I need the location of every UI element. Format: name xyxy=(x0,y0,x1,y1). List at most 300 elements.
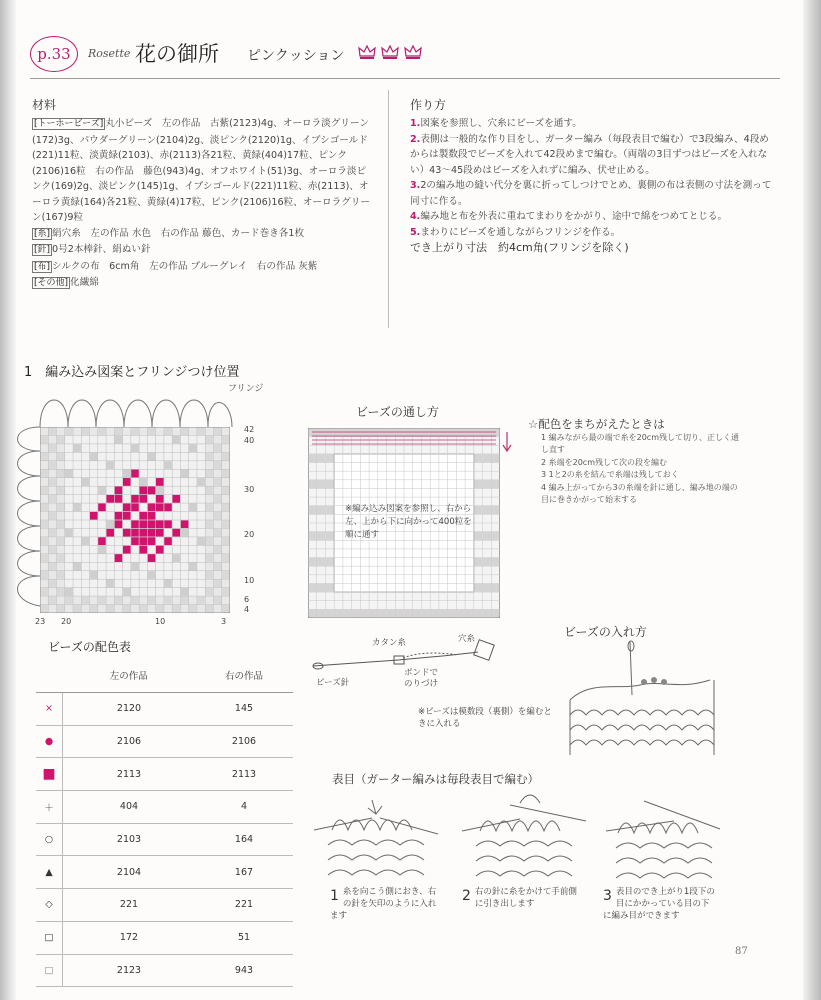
pattern-cell xyxy=(57,503,65,511)
knit-step-number: 1 xyxy=(330,888,339,904)
pattern-cell xyxy=(164,596,172,604)
thread-cell xyxy=(369,610,377,618)
pattern-cell xyxy=(214,596,222,604)
pattern-cell xyxy=(131,596,139,604)
step-text: 編み地と布を外表に重ねてまわりをかがり、途中で綿をつめてとじる。 xyxy=(420,211,728,222)
pattern-cell xyxy=(65,529,73,537)
bead-symbol: □ xyxy=(36,954,63,987)
pattern-cell xyxy=(214,444,222,452)
table-row xyxy=(36,954,293,987)
thread-cell xyxy=(430,610,438,618)
right-value: 943 xyxy=(195,954,293,987)
pattern-cell xyxy=(106,427,114,435)
pattern-cell xyxy=(172,427,180,435)
left-value: 2103 xyxy=(63,823,196,856)
column-divider xyxy=(388,90,389,328)
pattern-cell xyxy=(139,529,147,537)
knit-title: 表目（ガーター編みは毎段表目で編む） xyxy=(332,772,539,786)
pattern-cell xyxy=(206,579,214,587)
thread-cell xyxy=(326,558,334,566)
thread-cell xyxy=(492,454,500,462)
material-tag: [針] xyxy=(34,245,51,255)
pattern-cell xyxy=(131,503,139,511)
thread-cell xyxy=(492,584,500,592)
thread-cell xyxy=(474,454,482,462)
pattern-cell xyxy=(222,579,230,587)
pattern-cell xyxy=(73,596,81,604)
pattern-cell xyxy=(172,605,180,613)
pattern-cell xyxy=(49,579,57,587)
finished-size-label: でき上がり寸法 xyxy=(410,241,487,254)
pattern-cell xyxy=(49,478,57,486)
pattern-cell xyxy=(40,486,48,494)
pattern-cell xyxy=(222,478,230,486)
pattern-cell xyxy=(148,537,156,545)
table-row xyxy=(36,725,293,758)
pattern-cell xyxy=(222,486,230,494)
knit-step-2-illustration xyxy=(460,785,588,885)
pattern-cell xyxy=(148,512,156,520)
thread-cell xyxy=(492,532,500,540)
difficulty-rating xyxy=(358,44,422,60)
bead-symbol: ＋ xyxy=(36,791,63,824)
pattern-cell xyxy=(49,596,57,604)
pattern-cell xyxy=(222,554,230,562)
pattern-cell xyxy=(189,444,197,452)
pattern-cell xyxy=(148,596,156,604)
pattern-cell xyxy=(214,478,222,486)
thread-cell xyxy=(308,610,316,618)
thread-cell xyxy=(308,558,316,566)
pattern-cell xyxy=(65,605,73,613)
pattern-cell xyxy=(131,427,139,435)
pattern-cell xyxy=(214,537,222,545)
thread-cell xyxy=(334,610,342,618)
pattern-cell xyxy=(98,546,106,554)
pattern-cell xyxy=(40,554,48,562)
pattern-cell xyxy=(98,427,106,435)
pattern-cell xyxy=(49,520,57,528)
left-value: 2106 xyxy=(63,725,196,758)
thread-cell xyxy=(317,610,325,618)
material-line xyxy=(32,116,372,226)
pattern-cell xyxy=(49,529,57,537)
pattern-cell xyxy=(131,520,139,528)
pattern-cell xyxy=(214,529,222,537)
pattern-cell xyxy=(206,495,214,503)
col-right-header: 右の作品 xyxy=(195,657,293,693)
step-number: 4. xyxy=(410,211,421,222)
thread-cell xyxy=(474,558,482,566)
pattern-cell xyxy=(197,605,205,613)
pattern-cell xyxy=(106,520,114,528)
thread-cell xyxy=(308,480,316,488)
right-value: 2113 xyxy=(195,758,293,791)
material-text: 丸小ビーズ 左の作品 古紫(2123)4g、オーロラ淡グリーン(172)3g、パウダーグリーン(2104)2g、淡ピンク(2120)1g、イブシゴールド(221)11粒、淡黄緑(2103)、赤(2113)各21粒、黄緑(404)17粒、ピンク(2106)16粒 右の作品 藤色(943)4g、オフホワイト(51)3g、オーロラ淡ピンク(169)2g、淡ピンク(145)1g、イブシゴールド(221)11粒、赤(2113)、オーロラ黄緑(164)各21粒、黄緑(4)17粒、ピンク(2106)16粒、オーロラグリーン(167)9粒 xyxy=(32,118,370,223)
material-line xyxy=(32,259,372,276)
pattern-cell xyxy=(206,427,214,435)
pattern-cell xyxy=(206,605,214,613)
mistake-title-text: 配色をまちがえたときは xyxy=(538,417,665,431)
pattern-cell xyxy=(131,495,139,503)
pattern-cell xyxy=(131,529,139,537)
pattern-cell xyxy=(123,596,131,604)
row-tick: 4 xyxy=(244,605,250,614)
pattern-cell xyxy=(40,470,48,478)
row-tick: 6 xyxy=(244,595,250,604)
pattern-cell xyxy=(90,596,98,604)
thread-cell xyxy=(317,506,325,514)
right-value: 167 xyxy=(195,856,293,889)
pattern-cell xyxy=(106,461,114,469)
pattern-cell xyxy=(73,605,81,613)
pattern-cell xyxy=(49,486,57,494)
pattern-cell xyxy=(49,563,57,571)
pattern-cell xyxy=(49,427,57,435)
thread-cell xyxy=(308,532,316,540)
pattern-cell xyxy=(222,470,230,478)
pattern-cell xyxy=(156,596,164,604)
thread-cell xyxy=(326,480,334,488)
pattern-cell xyxy=(49,453,57,461)
pattern-cell xyxy=(57,436,65,444)
insert-title: ビーズの入れ方 xyxy=(564,625,647,639)
pattern-cell xyxy=(90,427,98,435)
pattern-cell xyxy=(197,596,205,604)
page-number: 87 xyxy=(735,946,748,957)
pattern-cell xyxy=(189,427,197,435)
pattern-cell xyxy=(164,520,172,528)
pattern-cell xyxy=(206,546,214,554)
step-text: 2の編み地の縫い代分を裏に折ってしつけでとめ、裏側の布は表側の寸法を測って同寸に作る。 xyxy=(410,180,772,207)
pattern-cell xyxy=(49,470,57,478)
right-value: 4 xyxy=(195,791,293,824)
left-value: 2104 xyxy=(63,856,196,889)
pattern-cell xyxy=(49,461,57,469)
pattern-cell xyxy=(206,461,214,469)
pattern-cell xyxy=(57,453,65,461)
pattern-cell xyxy=(40,453,48,461)
fringe-label: フリンジ xyxy=(228,384,264,394)
pattern-cell xyxy=(40,596,48,604)
pattern-cell xyxy=(57,537,65,545)
crown-icon xyxy=(358,44,376,60)
left-value: 2123 xyxy=(63,954,196,987)
page-title: 花の御所 xyxy=(135,42,219,66)
thread-cell xyxy=(474,532,482,540)
pattern-cell xyxy=(98,605,106,613)
pattern-cell xyxy=(156,503,164,511)
step-number: 2. xyxy=(410,133,421,145)
thread-cell xyxy=(474,584,482,592)
left-value: 2120 xyxy=(63,693,196,726)
pattern-cell xyxy=(49,588,57,596)
pattern-cell xyxy=(40,605,48,613)
pattern-cell xyxy=(206,436,214,444)
pattern-cell xyxy=(73,444,81,452)
table-row xyxy=(36,758,293,791)
column-tick: 20 xyxy=(61,617,72,626)
thread-cell xyxy=(483,480,491,488)
column-tick: 3 xyxy=(221,617,227,626)
pattern-cell xyxy=(82,596,90,604)
pattern-cell xyxy=(156,605,164,613)
finished-size-value: 約4cm角(フリンジを除く) xyxy=(498,241,629,254)
method-step xyxy=(410,116,772,132)
thread-cell xyxy=(387,610,395,618)
down-arrow-icon xyxy=(501,432,513,454)
thread-cell xyxy=(465,610,473,618)
pattern-cell xyxy=(222,529,230,537)
left-value: 404 xyxy=(63,791,196,824)
pattern-cell xyxy=(65,470,73,478)
pattern-cell xyxy=(49,537,57,545)
thread-cell xyxy=(457,610,465,618)
pattern-cell xyxy=(206,571,214,579)
pattern-cell xyxy=(57,470,65,478)
pattern-cell xyxy=(98,537,106,545)
thread-cell xyxy=(343,610,351,618)
pattern-cell xyxy=(206,453,214,461)
insert-note: ※ビーズは模数段（裏側）を編むときに入れる xyxy=(418,707,552,729)
thread-cell xyxy=(439,610,447,618)
material-text: 0号2本棒針、絹ぬい針 xyxy=(52,244,151,255)
left-value: 172 xyxy=(63,921,196,954)
thread-cell xyxy=(317,532,325,540)
pattern-cell xyxy=(222,427,230,435)
pattern-cell xyxy=(139,546,147,554)
pattern-cell xyxy=(40,520,48,528)
pattern-cell xyxy=(222,537,230,545)
thread-cell xyxy=(474,480,482,488)
pattern-cell xyxy=(57,563,65,571)
material-tag: [トーホービーズ] xyxy=(34,119,104,129)
bead-symbol: ○ xyxy=(36,823,63,856)
pattern-cell xyxy=(206,588,214,596)
pattern-cell xyxy=(57,546,65,554)
method-step xyxy=(410,209,772,225)
pattern-cell xyxy=(49,495,57,503)
pattern-cell xyxy=(139,495,147,503)
thread-cell xyxy=(422,610,430,618)
pattern-cell xyxy=(115,495,123,503)
pattern-cell xyxy=(106,596,114,604)
pattern-cell xyxy=(214,546,222,554)
pattern-cell xyxy=(49,605,57,613)
thread-cell xyxy=(413,610,421,618)
pattern-cell xyxy=(214,453,222,461)
pattern-cell xyxy=(214,563,222,571)
pattern-cell xyxy=(40,563,48,571)
material-tag: [その他] xyxy=(34,278,69,288)
pattern-cell xyxy=(197,537,205,545)
pattern-cell xyxy=(40,478,48,486)
list-item: 4 編み上がってから3の糸端を針に通し、編み地の端の目に巻きかがって始末する xyxy=(541,482,738,505)
thread-cell xyxy=(308,506,316,514)
thread-cell xyxy=(352,610,360,618)
pattern-cell xyxy=(123,529,131,537)
table-row xyxy=(36,889,293,922)
list-item: 3 1と2の糸を結んで糸端は残しておく xyxy=(541,470,679,480)
pattern-cell xyxy=(181,529,189,537)
pattern-cell xyxy=(123,605,131,613)
pattern-cell xyxy=(90,512,98,520)
figure-number: 1 xyxy=(24,365,33,380)
knit-step-1-illustration xyxy=(312,790,440,886)
material-tag: [布] xyxy=(34,261,51,272)
pattern-cell xyxy=(123,427,131,435)
step-number: 5. xyxy=(410,226,421,238)
thread-cell xyxy=(483,454,491,462)
thread-cell xyxy=(326,532,334,540)
row-tick: 42 xyxy=(244,425,255,434)
pattern-cell xyxy=(131,563,139,571)
pattern-cell xyxy=(82,478,90,486)
knit-step-3-illustration xyxy=(604,795,722,887)
pattern-cell xyxy=(181,520,189,528)
pattern-cell xyxy=(65,588,73,596)
bead-color-table xyxy=(36,657,293,987)
pattern-cell xyxy=(164,461,172,469)
pattern-cell xyxy=(40,503,48,511)
pattern-cell xyxy=(222,444,230,452)
material-text: シルクの布 6cm角 左の作品 ブルーグレイ 右の作品 灰紫 xyxy=(52,260,318,272)
material-tag: [糸] xyxy=(34,228,51,239)
thread-cell xyxy=(404,610,412,618)
pattern-cell xyxy=(156,546,164,554)
pattern-cell xyxy=(57,520,65,528)
thread-cell xyxy=(317,584,325,592)
pattern-cell xyxy=(156,495,164,503)
pattern-cell xyxy=(222,436,230,444)
thread-cell xyxy=(483,506,491,514)
pattern-cell xyxy=(40,427,48,435)
pattern-cell xyxy=(189,563,197,571)
pattern-cell xyxy=(214,503,222,511)
pattern-cell xyxy=(139,605,147,613)
pattern-cell xyxy=(139,537,147,545)
pattern-cell xyxy=(189,605,197,613)
pattern-cell xyxy=(206,554,214,562)
right-value: 51 xyxy=(195,921,293,954)
thread-cell xyxy=(492,480,500,488)
pattern-cell xyxy=(148,571,156,579)
pattern-cell xyxy=(40,571,48,579)
row-tick: 10 xyxy=(244,576,255,585)
pattern-cell xyxy=(57,444,65,452)
pattern-cell xyxy=(206,563,214,571)
thread-cell xyxy=(483,610,491,618)
star-icon: ☆ xyxy=(528,417,539,431)
pattern-cell xyxy=(197,478,205,486)
pattern-cell xyxy=(73,503,81,511)
pattern-cell xyxy=(123,470,131,478)
pattern-cell xyxy=(123,546,131,554)
pattern-cell xyxy=(172,596,180,604)
pattern-cell xyxy=(206,512,214,520)
pattern-cell xyxy=(206,529,214,537)
pattern-cell xyxy=(40,495,48,503)
pattern-cell xyxy=(139,520,147,528)
pattern-cell xyxy=(139,512,147,520)
table-row xyxy=(36,921,293,954)
thread-cell xyxy=(326,454,334,462)
step-text: 表側は一般的な作り目をし、ガーター編み（毎段表目で編む）で3段編み、4段めからは製数段でビーズを入れて42段めまで編む。（両端の3目ずつはビーズを入れない）43～45段めはビーズを入れずに編み、伏せ止める。 xyxy=(410,133,769,176)
pattern-cell xyxy=(131,470,139,478)
pattern-cell xyxy=(40,529,48,537)
bead-pattern-chart xyxy=(40,427,230,613)
pattern-cell xyxy=(206,537,214,545)
col-left-header: 左の作品 xyxy=(63,657,196,693)
materials-list xyxy=(32,116,372,292)
thread-cell xyxy=(492,610,500,618)
knit-step-text: 右の針に糸をかけて手前側に引き出します xyxy=(474,887,577,909)
left-value: 221 xyxy=(63,889,196,922)
thread-cell xyxy=(326,506,334,514)
crown-icon xyxy=(404,44,422,60)
pattern-cell xyxy=(214,588,222,596)
thread-cell xyxy=(448,610,456,618)
pattern-cell xyxy=(57,427,65,435)
pattern-cell xyxy=(57,461,65,469)
pattern-cell xyxy=(197,427,205,435)
bead-symbol: □ xyxy=(36,921,63,954)
pattern-cell xyxy=(90,571,98,579)
pattern-cell xyxy=(123,478,131,486)
pattern-cell xyxy=(156,486,164,494)
pattern-cell xyxy=(148,520,156,528)
pattern-cell xyxy=(57,596,65,604)
pattern-cell xyxy=(65,596,73,604)
right-value: 164 xyxy=(195,823,293,856)
pattern-cell xyxy=(214,436,222,444)
cotton-thread-label: カタン糸 xyxy=(372,638,407,648)
pattern-cell xyxy=(172,554,180,562)
pattern-cell xyxy=(214,579,222,587)
pattern-cell xyxy=(115,596,123,604)
mistake-title xyxy=(528,416,665,432)
thread-cell xyxy=(317,480,325,488)
pattern-cell xyxy=(222,588,230,596)
pattern-cell xyxy=(57,512,65,520)
pattern-cell xyxy=(139,596,147,604)
pattern-cell xyxy=(139,478,147,486)
pattern-cell xyxy=(131,605,139,613)
method-steps xyxy=(410,116,772,256)
pattern-cell xyxy=(57,478,65,486)
pattern-cell xyxy=(115,436,123,444)
pattern-cell xyxy=(206,470,214,478)
step-number: 3. xyxy=(410,180,421,191)
pattern-cell xyxy=(148,427,156,435)
thread-cell xyxy=(396,610,404,618)
pattern-cell xyxy=(49,436,57,444)
page-edge-shadow xyxy=(803,0,821,1000)
pattern-cell xyxy=(222,596,230,604)
right-value: 221 xyxy=(195,889,293,922)
knit-step-caption xyxy=(603,886,715,922)
pattern-cell xyxy=(164,427,172,435)
pattern-cell xyxy=(82,537,90,545)
materials-heading: 材料 xyxy=(32,98,57,112)
thread-cell xyxy=(474,506,482,514)
pattern-cell xyxy=(164,579,172,587)
pattern-cell xyxy=(222,503,230,511)
pattern-cell xyxy=(106,529,114,537)
pattern-cell xyxy=(115,427,123,435)
pattern-cell xyxy=(82,427,90,435)
thread-label: 穴糸 xyxy=(458,634,476,644)
